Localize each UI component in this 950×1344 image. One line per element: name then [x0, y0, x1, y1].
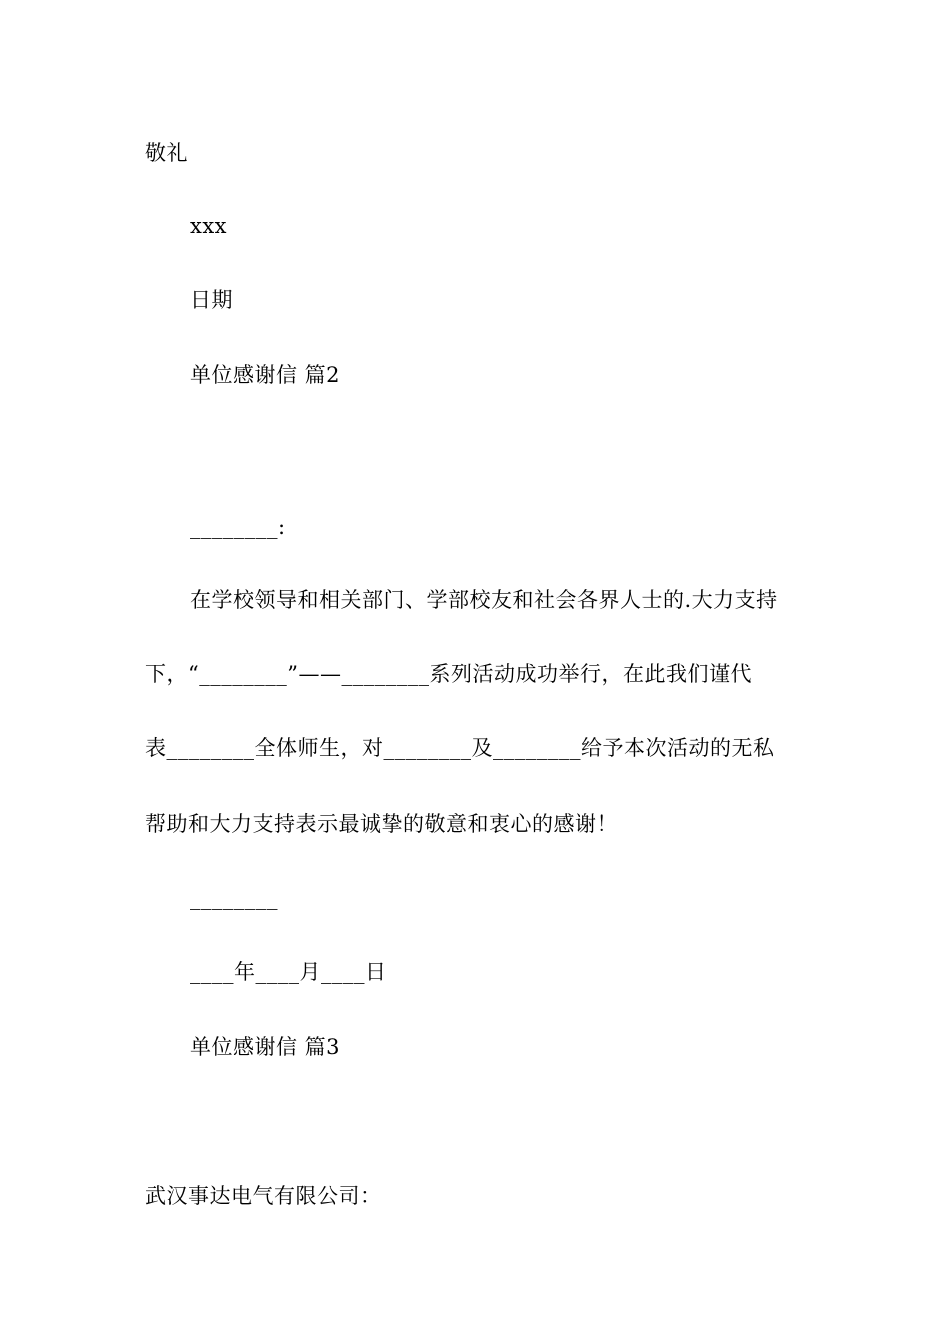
body-paragraph-line-4: 帮助和大力支持表示最诚挚的敬意和衷心的感谢！: [145, 812, 618, 836]
signature-name: xxx: [190, 214, 228, 238]
signature-date: 日期: [190, 288, 233, 312]
body-paragraph-line-3: 表________全体师生，对________及________给予本次活动的无私: [145, 736, 775, 760]
section-heading-3: 单位感谢信 篇3: [190, 1035, 341, 1059]
body-paragraph-line-2: 下，“________”——________系列活动成功举行，在此我们谨代: [145, 662, 752, 686]
letter-recipient: 武汉事达电气有限公司：: [145, 1184, 382, 1208]
letter-recipient-blank: ________:: [190, 515, 286, 539]
closing-salutation: 敬礼: [145, 141, 188, 165]
section-heading-2: 单位感谢信 篇2: [190, 363, 341, 387]
date-blank: ____年____月____日: [190, 960, 387, 984]
signature-blank: ________: [190, 886, 278, 910]
body-paragraph-line-1: 在学校领导和相关部门、学部校友和社会各界人士的.大力支持: [190, 588, 778, 612]
